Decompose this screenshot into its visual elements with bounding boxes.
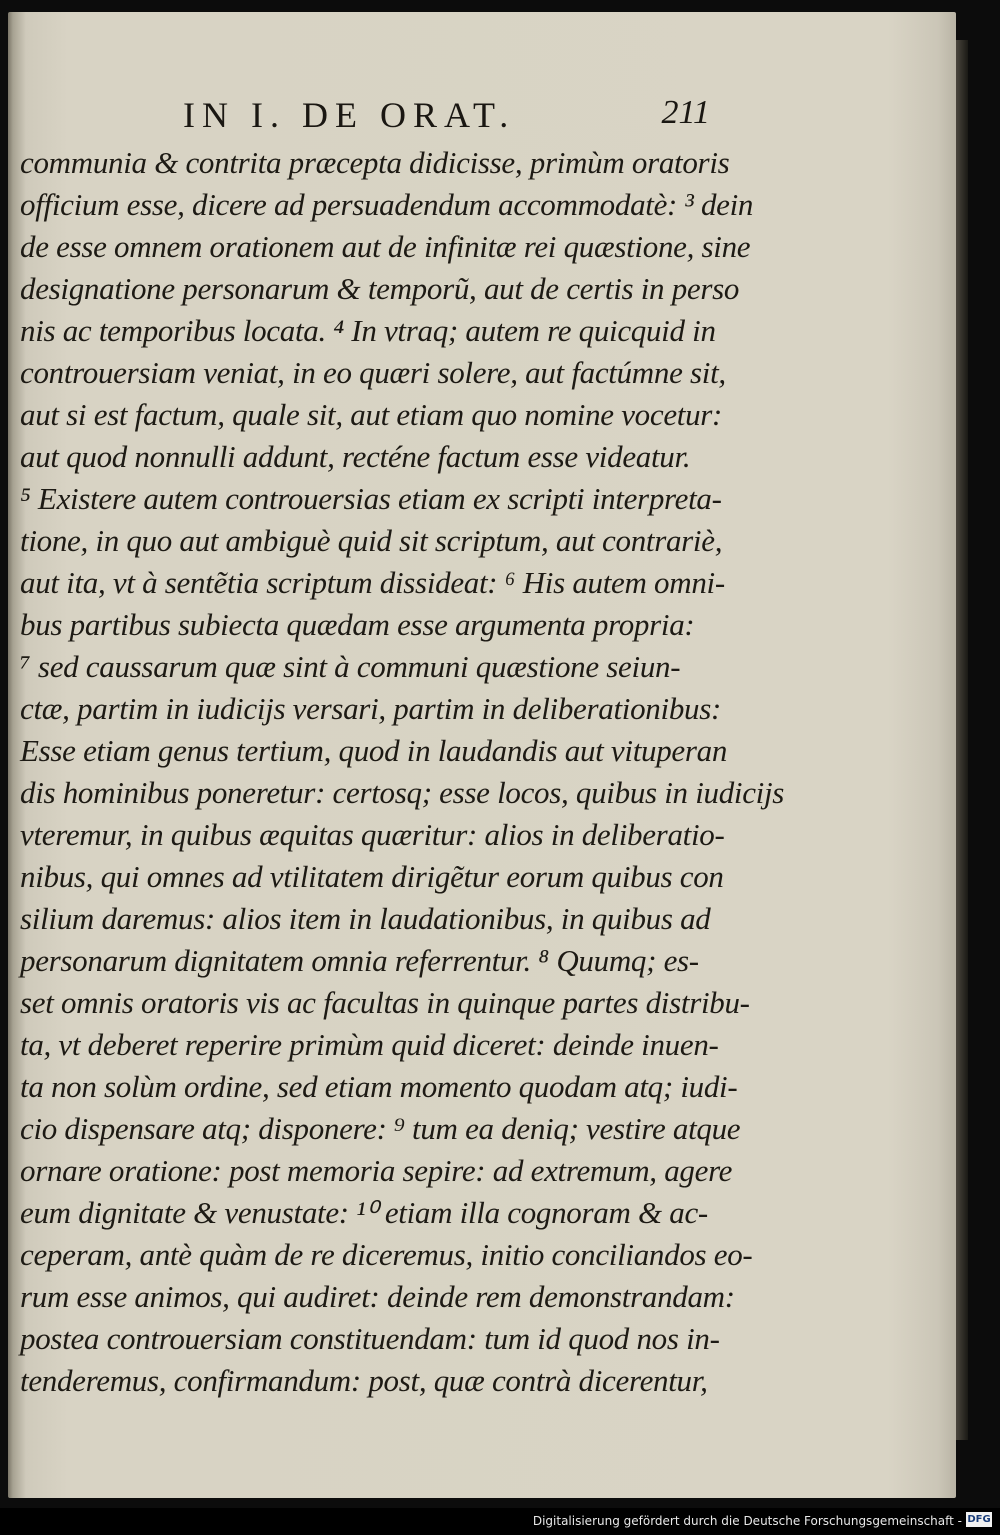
dfg-logo: DFG [967, 1514, 991, 1525]
text-line: ornare oratione: post memoria sepire: ad extremum, agere [20, 1153, 733, 1188]
text-line: ⁵ Existere autem controuersias etiam ex scripti interpreta- [20, 481, 722, 516]
text-line: designatione personarum & temporũ, aut de certis in perso [20, 271, 740, 306]
text-line: set omnis oratoris vis ac facultas in quinque partes distribu- [20, 985, 750, 1020]
text-line: postea controuersiam constituendam: tum id quod nos in- [20, 1321, 720, 1356]
text-line: vteremur, in quibus æquitas quæritur: alios in deliberatio- [20, 817, 725, 852]
text-line: ta, vt deberet reperire primùm quid diceret: deinde inuen- [20, 1027, 719, 1062]
book-page [8, 12, 956, 1498]
text-line: personarum dignitatem omnia referrentur. ⁸ Quumq; es- [20, 943, 699, 978]
text-line: ta non solùm ordine, sed etiam momento quodam atq; iudi- [20, 1069, 738, 1104]
text-line: communia & contrita præcepta didicisse, primùm oratoris [20, 145, 730, 180]
text-line: ctæ, partim in iudicijs versari, partim in deliberationibus: [20, 691, 722, 726]
text-line: cio dispensare atq; disponere: ⁹ tum ea deniq; vestire atque [20, 1111, 741, 1146]
page-number: 211 [661, 94, 710, 131]
body-text [20, 142, 785, 1398]
text-line: aut ita, vt à sentẽtia scriptum dissideat: ⁶ His autem omni- [20, 565, 725, 600]
text-line: nis ac temporibus locata. ⁴ In vtraq; autem re quicquid in [20, 313, 716, 348]
footer-credit: Digitalisierung gefördert durch die Deutsche Forschungsgemeinschaft - [532, 1514, 962, 1528]
text-line: officium esse, dicere ad persuadendum accommodatè: ³ dein [20, 187, 754, 222]
text-line: tenderemus, confirmandum: post, quæ contrà dicerentur, [20, 1363, 708, 1398]
text-line: silium daremus: alios item in laudationibus, in quibus ad [20, 901, 711, 936]
text-line: de esse omnem orationem aut de infinitæ rei quæstione, sine [20, 229, 751, 264]
text-line: aut quod nonnulli addunt, recténe factum esse videatur. [20, 439, 691, 474]
text-line: Esse etiam genus tertium, quod in laudandis aut vituperan [20, 733, 728, 768]
running-title: IN I. DE ORAT. [183, 95, 516, 135]
text-line: ⁷ sed caussarum quæ sint à communi quæstione seiun- [20, 649, 681, 684]
text-line: controuersiam veniat, in eo quæri solere, aut factúmne sit, [20, 355, 726, 390]
text-line: rum esse animos, qui audiret: deinde rem demonstrandam: [20, 1279, 735, 1314]
text-line: nibus, qui omnes ad vtilitatem dirigẽtur eorum quibus con [20, 859, 724, 894]
text-line: tione, in quo aut ambiguè quid sit scriptum, aut contrariè, [20, 523, 723, 558]
text-line: aut si est factum, quale sit, aut etiam quo nomine vocetur: [20, 397, 723, 432]
text-line: ceperam, antè quàm de re diceremus, initio conciliandos eo- [20, 1237, 753, 1272]
text-line: dis hominibus poneretur: certosq; esse locos, quibus in iudicijs [20, 775, 785, 810]
text-line: eum dignitate & venustate: ¹⁰ etiam illa cognoram & ac- [20, 1195, 708, 1230]
page-edge [956, 40, 968, 1440]
text-line: bus partibus subiecta quædam esse argumenta propria: [20, 607, 695, 642]
